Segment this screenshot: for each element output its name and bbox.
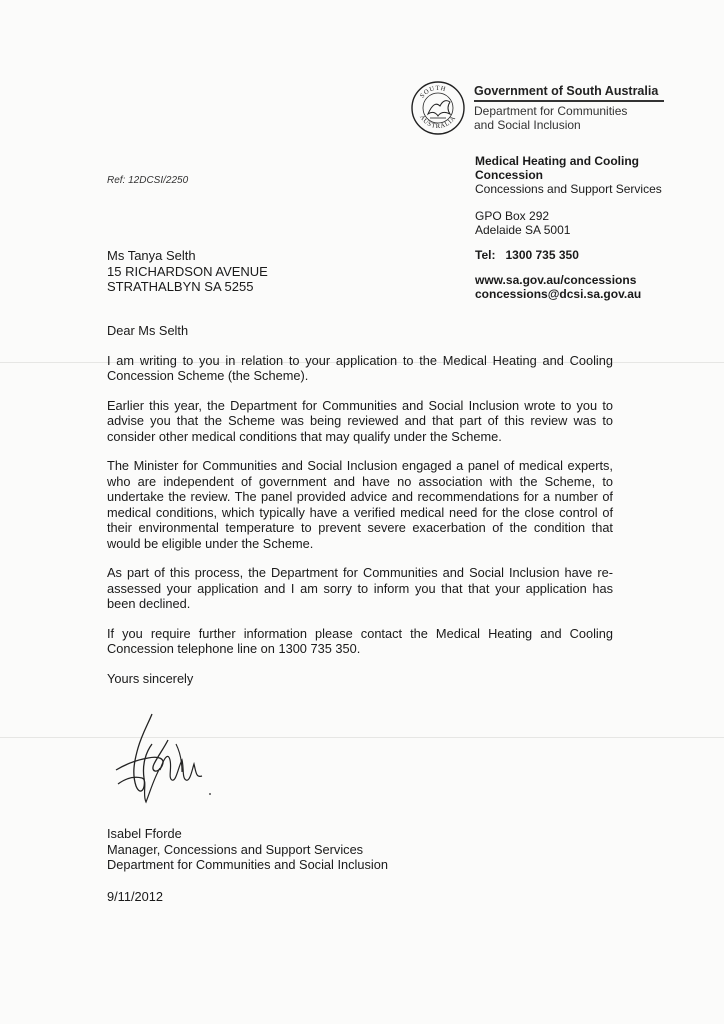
department-line: and Social Inclusion	[474, 118, 581, 132]
program-name-line: Concession	[475, 168, 544, 182]
sender-unit: Concessions and Support Services	[475, 182, 662, 196]
body-paragraph: Earlier this year, the Department for Communities and Social Inclusion wrote to you to advise you that the Scheme was being reviewed and that part of this review was to consider other medical conditions that may qualify under the Scheme.	[107, 397, 613, 444]
body-paragraph: If you require further information please contact the Medical Heating and Cooling Concession telephone line on 1300 735 350.	[107, 625, 613, 656]
closing: Yours sincerely	[107, 670, 194, 686]
reference-number: Ref: 12DCSI/2250	[107, 175, 189, 186]
sender-city: Adelaide SA 5001	[475, 223, 571, 237]
phone-label: Tel:	[475, 248, 496, 262]
paper-fold-line	[0, 737, 724, 738]
signatory-title: Manager, Concessions and Support Services	[107, 841, 364, 857]
government-seal-logo	[410, 80, 466, 136]
handwritten-signature	[112, 708, 222, 810]
government-name: Government of South Australia	[474, 84, 659, 98]
body-paragraph: As part of this process, the Department for Communities and Social Inclusion have re-assessed your application and I am sorry to inform you that that your application has been declined.	[107, 565, 613, 611]
letterhead-divider	[474, 100, 664, 102]
department-line: Department for Communities	[474, 104, 628, 118]
letter-date: 9/11/2012	[107, 889, 163, 904]
letter-body	[107, 323, 613, 700]
svg-text:SOUTH: SOUTH	[418, 84, 447, 100]
body-paragraph: I am writing to you in relation to your application to the Medical Heating and Cooling Concession Scheme (the Scheme).	[107, 352, 613, 383]
sender-block	[475, 154, 662, 301]
sender-po-box: GPO Box 292	[475, 209, 550, 223]
svg-text:AUSTRALIA: AUSTRALIA	[418, 113, 458, 131]
recipient-town: STRATHALBYN SA 5255	[107, 279, 254, 294]
signatory-department: Department for Communities and Social Inclusion	[107, 857, 388, 872]
phone-number: 1300 735 350	[505, 248, 579, 262]
sender-website: www.sa.gov.au/concessions	[475, 273, 637, 287]
signatory-name: Isabel Fforde	[107, 826, 182, 841]
program-name-line: Medical Heating and Cooling	[475, 154, 640, 168]
recipient-street: 15 RICHARDSON AVENUE	[107, 263, 268, 279]
body-paragraph: The Minister for Communities and Social Inclusion engaged a panel of medical experts, who are independent of government and have no association with the Scheme, to undertake the review. The panel provided advice and recommendations for a number of medical conditions, which typically have a verified medical need for the close control of their environmental temperature to prevent severe exacerbation of the condition that would be eligible under the Scheme.	[107, 458, 613, 551]
recipient-address	[107, 248, 268, 295]
sender-phone	[475, 248, 662, 262]
department-name	[474, 104, 627, 132]
signature-block	[107, 826, 388, 873]
salutation: Dear Ms Selth	[107, 323, 189, 338]
sender-email: concessions@dcsi.sa.gov.au	[475, 287, 642, 301]
recipient-name: Ms Tanya Selth	[107, 248, 196, 263]
